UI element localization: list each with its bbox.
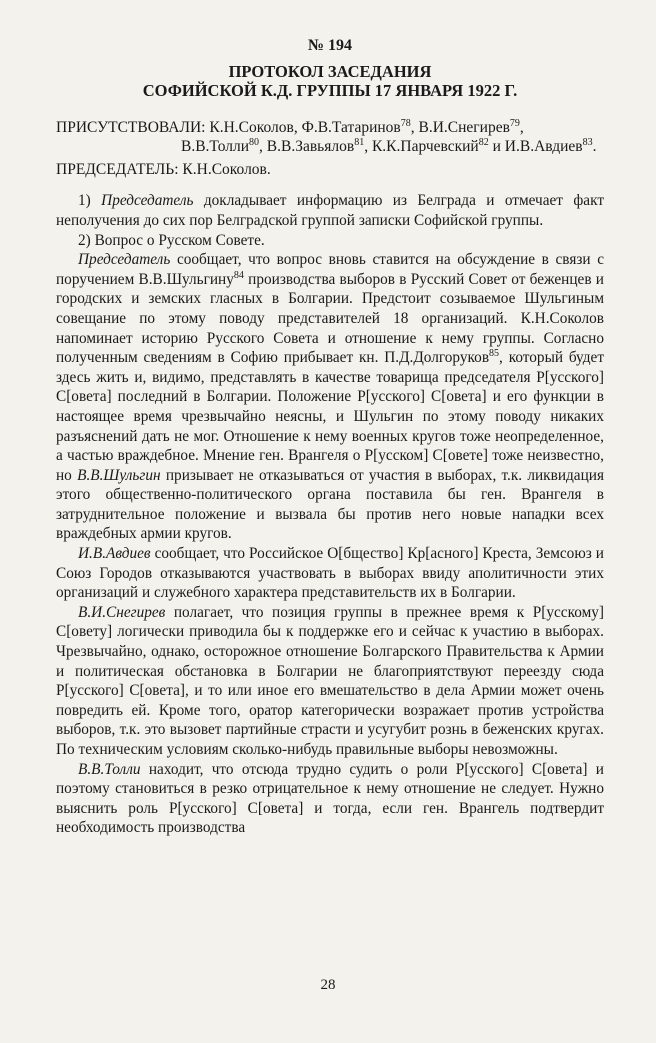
paragraph-6	[56, 760, 604, 838]
paragraph-5	[56, 603, 604, 760]
speaker-name: Председатель	[78, 251, 171, 269]
document-page	[56, 36, 604, 838]
paragraph-text: производства выборов в Русский Совет от беженцев и городских и земских гласных в Болгарии. Предстоит созываемое Шульгиным совещание по этому поводу представителей 18 организаций. К.Н.Соколов напоминает историю Русского Совета и отношение к нему группы. Согласно полученным сведениям в Софию прибывает кн. П.Д.Долгоруков	[56, 270, 604, 367]
attendee: К.К.Парчевский	[371, 138, 479, 156]
attendee: И.В.Авдиев	[504, 138, 583, 156]
footnote-ref: 82	[478, 137, 489, 149]
conjunction: и	[492, 138, 501, 156]
paragraph-4	[56, 544, 604, 603]
paragraph-2: 2) Вопрос о Русском Совете.	[78, 231, 265, 249]
attendee: Ф.В.Татаринов	[301, 118, 401, 136]
chairman-line	[56, 160, 604, 180]
paragraph-text: полагает, что позиция группы в прежнее время к Р[усскому] С[овету] логически приводила бы к поддержке его и сейчас к участию в выборах. Чрезвычайно, однако, осторожное отношение Болгарского Правительства к Армии и политическая обстановка в Болгарии не благоприятствуют переезду сюда Р[усского] С[овета], и то или иное его вмешательство в дела Армии может очень повредить ей. Кроме того, оратор категорически возражает против устройства выборов, т.к. это вызовет партийные страсти и усугубит рознь в беженских кругах. По техническим условиям сколько-нибудь правильные выборы невозможны.	[56, 603, 604, 758]
paragraph-text: призывает не отказываться от участия в выборах, т.к. ликвидация этого общественно-политического органа поставила бы ген. Врангеля в затруднительное положение и вызвала бы против него новые нападки всех враждебных армии кругов.	[56, 466, 605, 543]
paragraph-text: сообщает, что вопрос вновь ставится на обсуждение в связи с поручением В.В.Шульгину	[56, 251, 604, 288]
footnote-ref: 78	[400, 117, 411, 129]
footnote-ref: 85	[489, 348, 500, 360]
speaker-name: В.В.Толли	[78, 760, 141, 778]
paragraph-1	[56, 191, 604, 230]
speaker-name: И.В.Авдиев	[78, 545, 151, 563]
attendee: В.В.Завьялов	[266, 138, 355, 156]
attendees-label: ПРИСУТСТВОВАЛИ:	[56, 118, 206, 136]
paragraph-text: докладывает информацию из Белграда и отмечает факт неполучения до сих пор Белградской группой записки Софийской группы.	[56, 192, 604, 229]
paragraph-text: сообщает, что Российское О[бщество] Кр[асного] Креста, Земсоюз и Союз Городов отказываются участвовать в выборах ввиду аполитичности этих организаций и служебного характера представительств их в Болгарии.	[56, 545, 604, 602]
footnote-ref: 81	[354, 137, 365, 149]
speaker-name: В.В.Шульгин	[77, 466, 161, 484]
attendee: К.Н.Соколов	[209, 118, 294, 136]
footnote-ref: 79	[509, 117, 520, 129]
chairman-label: ПРЕДСЕДАТЕЛЬ:	[56, 160, 179, 178]
document-title-line-2: СОФИЙСКОЙ К.Д. ГРУППЫ 17 ЯНВАРЯ 1922 Г.	[142, 80, 518, 100]
attendee: В.И.Снегирев	[418, 118, 510, 136]
footnote-ref: 83	[582, 137, 593, 149]
document-number: № 194	[307, 37, 353, 54]
page-number: 28	[320, 977, 336, 993]
document-title-line-1: ПРОТОКОЛ ЗАСЕДАНИЯ	[228, 61, 432, 81]
paragraph-text: , который будет здесь жить и, видимо, представлять в качестве товарища председателя Р[усского] С[овета] последний в Болгарии. Положение Р[усского] С[овета] и его функции в настоящее время чрезвычайно неясны, и Шульгин по этому поводу никаких разъяснений дать не мог. Отношение к нему военных кругов тоже неопределенное, а частью враждебное. Мнение ген. Врангеля о Р[усском] С[овете] тоже неизвестно, но	[56, 349, 604, 484]
speaker-name: Председатель	[101, 192, 194, 210]
chairman-name: К.Н.Соколов.	[182, 160, 271, 178]
item-number: 1)	[78, 192, 91, 210]
attendee: В.В.Толли	[181, 138, 250, 156]
attendees-list: ПРИСУТСТВОВАЛИ: К.Н.Соколов, Ф.В.Татаринов$^{78}$, В.И.Снегирев$^{79}$, В.В.Толли$^{80}$, В.В.Завьялов$^{81}$, К.К.Парчевский$^{82}$ и И.В.Авдиев$^{83}$.	[56, 117, 597, 156]
footnote-ref: 80	[249, 137, 260, 149]
paragraph-3	[56, 250, 604, 544]
speaker-name: В.И.Снегирев	[78, 603, 166, 621]
paragraph-text: находит, что отсюда трудно судить о роли Р[усского] С[овета] и поэтому становиться в резко отрицательное к нему отношение не следует. Нужно выяснить роль Р[усского] С[овета] и тогда, если ген. Врангель подтвердит необходимость производства	[56, 760, 604, 837]
footnote-ref: 84	[233, 269, 244, 281]
